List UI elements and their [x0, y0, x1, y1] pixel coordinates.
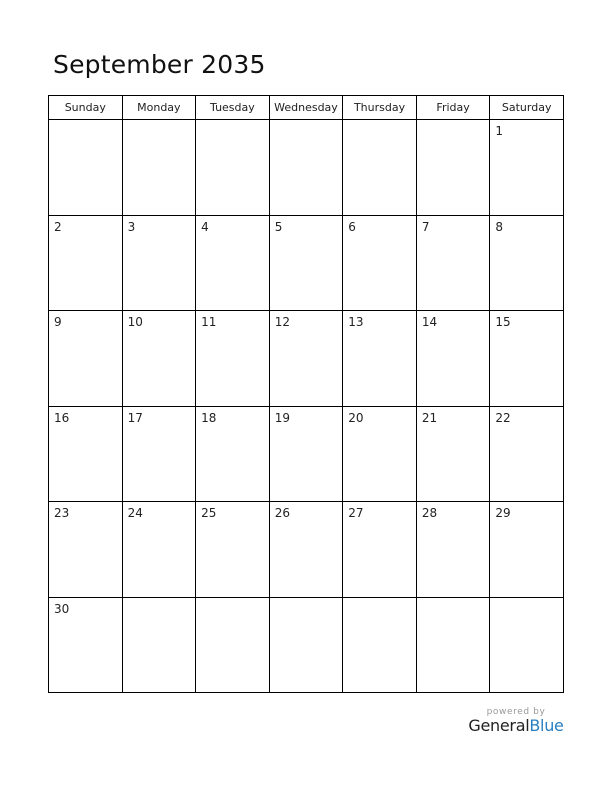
day-cell — [49, 406, 123, 502]
day-cell — [416, 120, 490, 216]
day-number: 7 — [421, 219, 430, 234]
day-cell — [196, 120, 270, 216]
day-number: 18 — [201, 410, 217, 425]
day-number: 2 — [54, 219, 62, 234]
day-number: 6 — [348, 219, 356, 234]
day-number — [270, 598, 343, 602]
day-cell — [196, 215, 270, 311]
day-cell — [416, 215, 490, 311]
day-number: 13 — [348, 315, 364, 329]
weekday-tuesday: Tuesday — [196, 96, 270, 120]
week-row — [49, 597, 564, 693]
day-cell — [196, 406, 270, 502]
day-cell — [122, 406, 196, 502]
day-cell — [416, 597, 490, 693]
day-cell — [49, 597, 123, 693]
day-number — [123, 598, 196, 602]
weekday-saturday: Saturday — [490, 96, 564, 120]
day-cell — [269, 215, 343, 311]
day-cell — [196, 502, 270, 598]
day-number: 11 — [201, 315, 217, 329]
day-cell — [269, 120, 343, 216]
weekday-wednesday: Wednesday — [269, 96, 343, 120]
day-cell — [416, 311, 490, 407]
day-number: 28 — [421, 506, 438, 520]
day-number: 15 — [495, 315, 511, 329]
day-number — [417, 598, 490, 602]
day-number: 9 — [54, 315, 62, 329]
day-number — [196, 120, 269, 124]
day-number — [270, 120, 343, 124]
day-cell — [416, 406, 490, 502]
brand-general: General — [468, 716, 530, 735]
day-cell — [490, 406, 564, 502]
day-number: 25 — [201, 506, 217, 520]
day-cell — [122, 502, 196, 598]
day-cell — [269, 597, 343, 693]
day-cell — [49, 502, 123, 598]
day-cell — [416, 502, 490, 598]
day-number: 19 — [274, 410, 290, 425]
calendar-grid — [48, 95, 564, 693]
day-cell — [343, 311, 417, 407]
day-number: 17 — [127, 410, 143, 425]
weekday-monday: Monday — [122, 96, 196, 120]
day-cell — [196, 597, 270, 693]
day-number — [343, 598, 416, 602]
day-cell — [343, 215, 417, 311]
day-number — [123, 120, 196, 124]
day-number — [196, 598, 269, 602]
day-cell — [122, 597, 196, 693]
day-cell — [490, 502, 564, 598]
day-cell — [269, 406, 343, 502]
day-number: 22 — [495, 410, 511, 425]
brand-name — [468, 716, 564, 735]
generalblue-logo — [468, 707, 564, 735]
day-number: 5 — [274, 219, 283, 234]
day-cell — [490, 215, 564, 311]
day-number — [490, 598, 563, 602]
weekday-friday: Friday — [416, 96, 490, 120]
day-cell — [490, 120, 564, 216]
day-number: 21 — [421, 410, 438, 425]
day-cell — [343, 502, 417, 598]
day-cell — [49, 311, 123, 407]
day-number: 30 — [54, 601, 70, 616]
day-number: 26 — [274, 506, 290, 520]
day-number: 1 — [495, 124, 504, 138]
weekday-sunday: Sunday — [49, 96, 123, 120]
day-cell — [490, 311, 564, 407]
day-cell — [343, 406, 417, 502]
day-number: 27 — [348, 506, 364, 520]
day-cell — [122, 120, 196, 216]
calendar-title: September 2035 — [53, 50, 266, 79]
day-number: 4 — [201, 219, 209, 234]
week-row — [49, 502, 564, 598]
day-number: 10 — [127, 315, 143, 329]
week-row — [49, 406, 564, 502]
day-cell — [343, 597, 417, 693]
day-cell — [343, 120, 417, 216]
day-number: 3 — [127, 219, 136, 234]
day-number: 16 — [54, 410, 70, 425]
day-number — [343, 120, 416, 124]
day-number: 14 — [421, 315, 438, 329]
weekday-header-row — [49, 96, 564, 120]
day-number: 20 — [348, 410, 364, 425]
powered-by-text: powered by — [486, 707, 546, 717]
day-cell — [49, 215, 123, 311]
day-number: 8 — [495, 219, 504, 234]
week-row — [49, 311, 564, 407]
day-number: 12 — [274, 315, 290, 329]
weekday-thursday: Thursday — [343, 96, 417, 120]
day-number: 24 — [127, 506, 143, 520]
day-number — [417, 120, 490, 124]
week-row — [49, 215, 564, 311]
day-cell — [490, 597, 564, 693]
day-cell — [196, 311, 270, 407]
week-row — [49, 120, 564, 216]
day-number: 29 — [495, 506, 511, 520]
day-number: 23 — [54, 506, 70, 520]
day-cell — [122, 215, 196, 311]
day-cell — [269, 311, 343, 407]
day-cell — [122, 311, 196, 407]
brand-blue: Blue — [529, 716, 564, 735]
day-cell — [49, 120, 123, 216]
day-cell — [269, 502, 343, 598]
day-number — [49, 120, 122, 124]
